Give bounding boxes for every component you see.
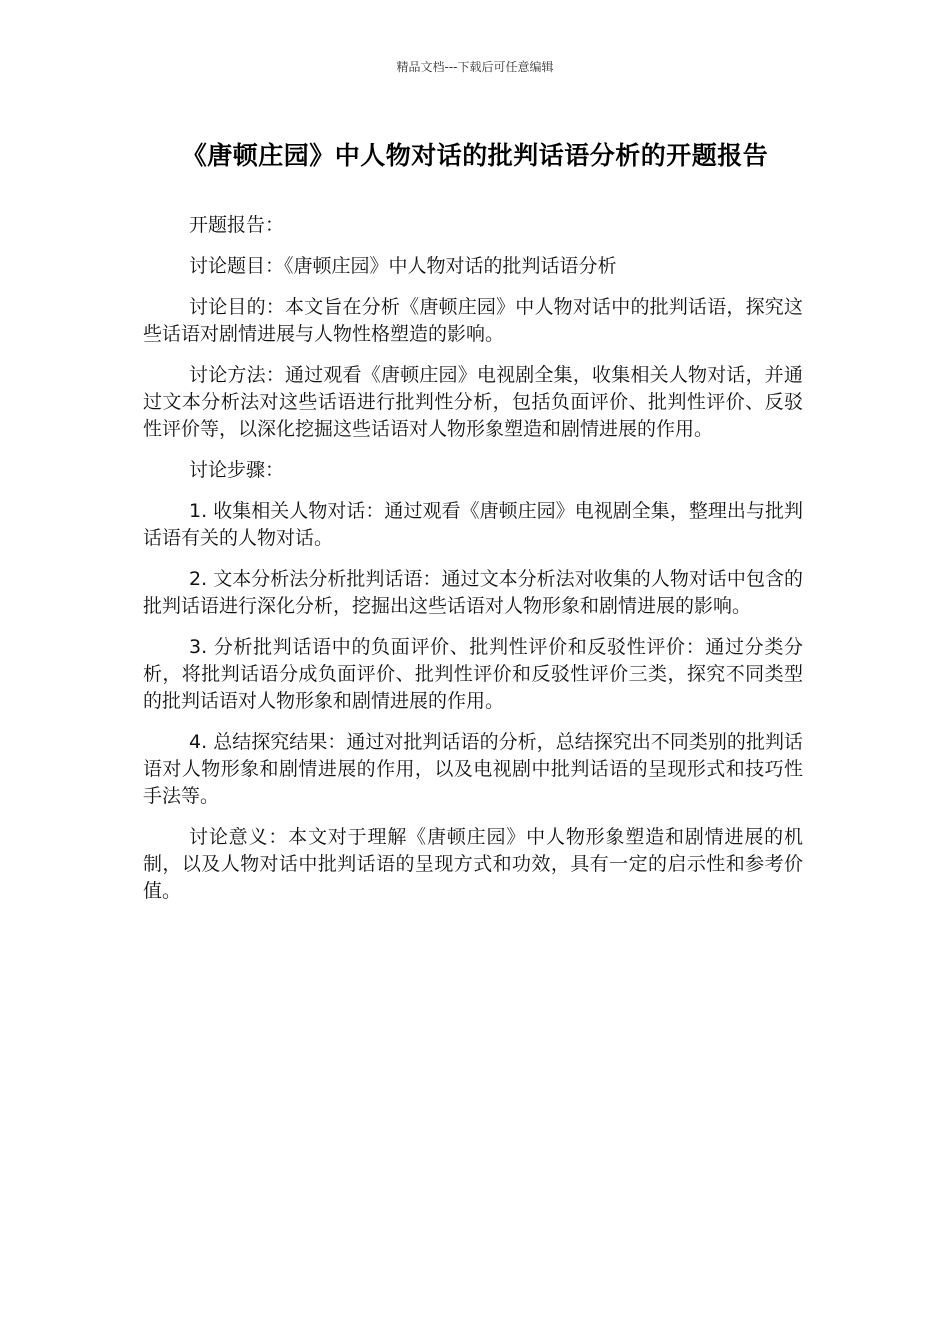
- document-title: 《唐顿庄园》中人物对话的批判话语分析的开题报告: [181, 141, 769, 170]
- paragraph-step-2: 2. 文本分析法分析批判话语：通过文本分析法对收集的人物对话中包含的批判话语进行深化分析，挖掘出这些话语对人物形象和剧情进展的影响。: [143, 568, 803, 617]
- paragraph-heading: 开题报告：: [189, 214, 285, 236]
- paragraph-purpose: 讨论目的：本文旨在分析《唐顿庄园》中人物对话中的批判话语，探究这些话语对剧情进展与人物性格塑造的影响。: [143, 296, 803, 345]
- paragraph-step-4: 4. 总结探究结果：通过对批判话语的分析，总结探究出不同类别的批判话语对人物形象和剧情进展的作用，以及电视剧中批判话语的呈现形式和技巧性手法等。: [143, 731, 803, 807]
- paragraph-steps-heading: 讨论步骤：: [189, 459, 285, 481]
- paragraph-topic: 讨论题目：《唐顿庄园》中人物对话的批判话语分析: [189, 255, 617, 277]
- paragraph-step-1: 1. 收集相关人物对话：通过观看《唐顿庄园》电视剧全集，整理出与批判话语有关的人物对话。: [143, 500, 803, 549]
- paragraph-method: 讨论方法：通过观看《唐顿庄园》电视剧全集，收集相关人物对话，并通过文本分析法对这些话语进行批判性分析，包括负面评价、批判性评价、反驳性评价等，以深化挖掘这些话语对人物形象塑造和剧情进展的作用。: [143, 364, 803, 440]
- paragraph-step-3: 3. 分析批判话语中的负面评价、批判性评价和反驳性评价：通过分类分析，将批判话语分成负面评价、批判性评价和反驳性评价三类，探究不同类型的批判话语对人物形象和剧情进展的作用。: [143, 636, 803, 712]
- paragraph-significance: 讨论意义：本文对于理解《唐顿庄园》中人物形象塑造和剧情进展的机制，以及人物对话中批判话语的呈现方式和功效，具有一定的启示性和参考价值。: [143, 826, 803, 902]
- document-body: [143, 212, 803, 919]
- header-note: 精品文档---下载后可任意编辑: [396, 60, 554, 74]
